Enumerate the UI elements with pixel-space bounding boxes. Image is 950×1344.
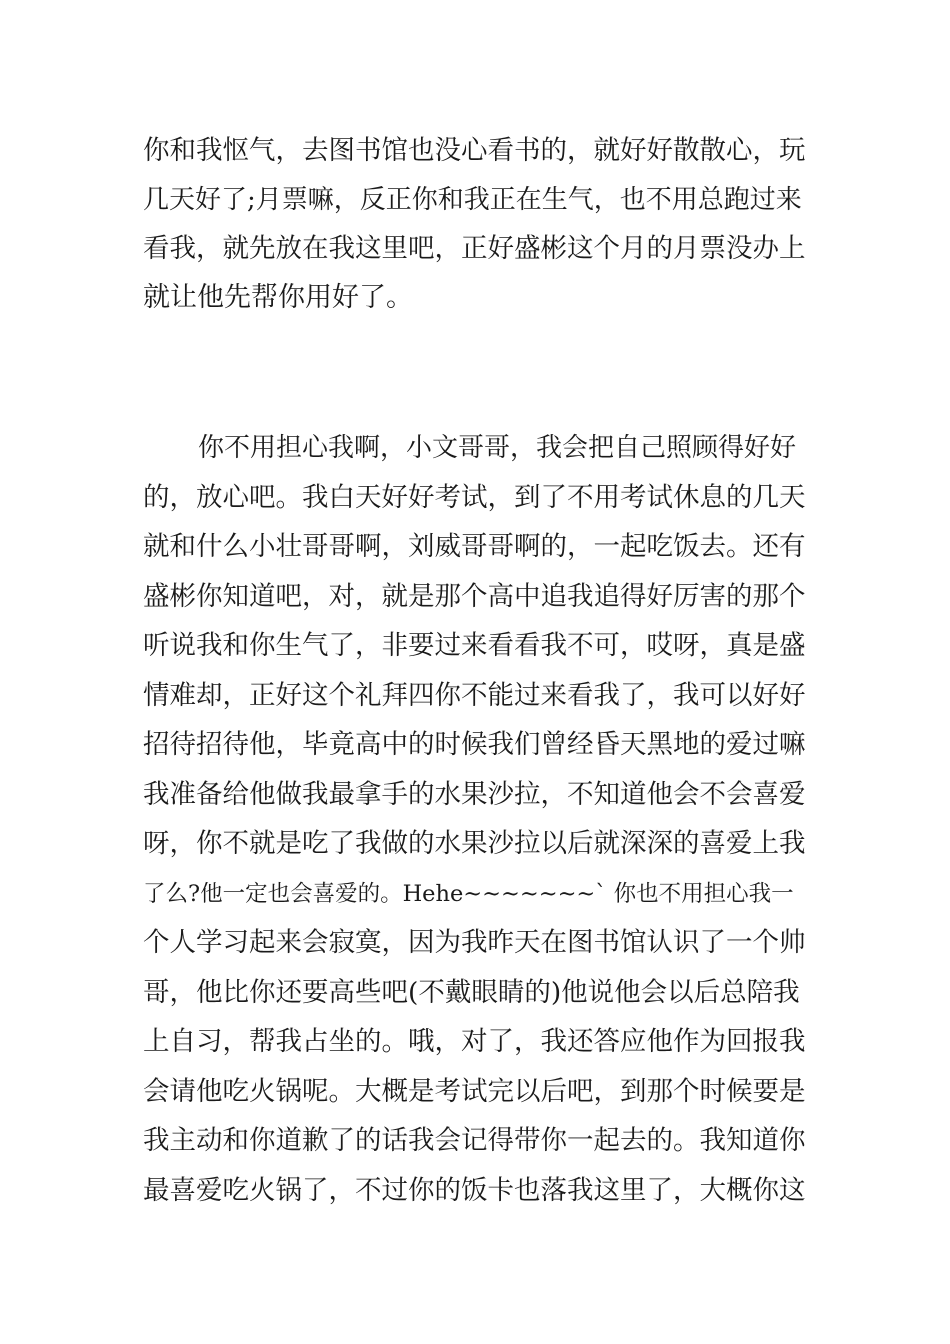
paragraph-2-line: 哥，他比你还要高些吧(不戴眼睛的)他说他会以后总陪我 xyxy=(143,977,800,1008)
paragraph-2-line: 听说我和你生气了，非要过来看看我不可，哎呀，真是盛 xyxy=(143,630,806,661)
paragraph-2-line: 招待招待他，毕竟高中的时候我们曾经昏天黑地的爱过嘛 xyxy=(143,729,806,760)
paragraph-1-line: 几天好了;月票嘛，反正你和我正在生气，也不用总跑过来 xyxy=(143,185,802,215)
paragraph-2-line: 个人学习起来会寂寞，因为我昨天在图书馆认识了一个帅 xyxy=(143,927,806,958)
paragraph-2-line: 上自习，帮我占坐的。哦，对了，我还答应他作为回报我 xyxy=(143,1026,806,1057)
paragraph-2-line: 情难却，正好这个礼拜四你不能过来看我了，我可以好好 xyxy=(143,680,806,711)
paragraph-2-line: 我主动和你道歉了的话我会记得带你一起去的。我知道你 xyxy=(143,1125,806,1156)
paragraph-2-line: 我准备给他做我最拿手的水果沙拉，不知道他会不会喜爱 xyxy=(143,779,806,810)
paragraph-2-line: 呀，你不就是吃了我做的水果沙拉以后就深深的喜爱上我 xyxy=(143,828,806,859)
paragraph-2-line: 盛彬你知道吧，对，就是那个高中追我追得好厉害的那个 xyxy=(143,581,806,612)
paragraph-2-line: 会请他吃火锅呢。大概是考试完以后吧，到那个时候要是 xyxy=(143,1076,806,1107)
paragraph-2-line: 了么?他一定也会喜爱的。Hehe~~~~~~~` 你也不用担心我一 xyxy=(143,881,794,907)
paragraph-2-line: 的，放心吧。我白天好好考试，到了不用考试休息的几天 xyxy=(143,482,806,513)
paragraph-1-line: 你和我怄气，去图书馆也没心看书的，就好好散散心，玩 xyxy=(143,135,806,166)
paragraph-1-line: 就让他先帮你用好了。 xyxy=(143,282,413,313)
paragraph-2-line: 你不用担心我啊，小文哥哥，我会把自己照顾得好好 xyxy=(198,433,797,463)
paragraph-2-line: 就和什么小壮哥哥啊，刘威哥哥啊的，一起吃饭去。还有 xyxy=(143,531,806,562)
paragraph-1-line: 看我，就先放在我这里吧，正好盛彬这个月的月票没办上 xyxy=(143,233,806,264)
paragraph-2-line: 最喜爱吃火锅了，不过你的饭卡也落我这里了，大概你这 xyxy=(143,1175,806,1206)
